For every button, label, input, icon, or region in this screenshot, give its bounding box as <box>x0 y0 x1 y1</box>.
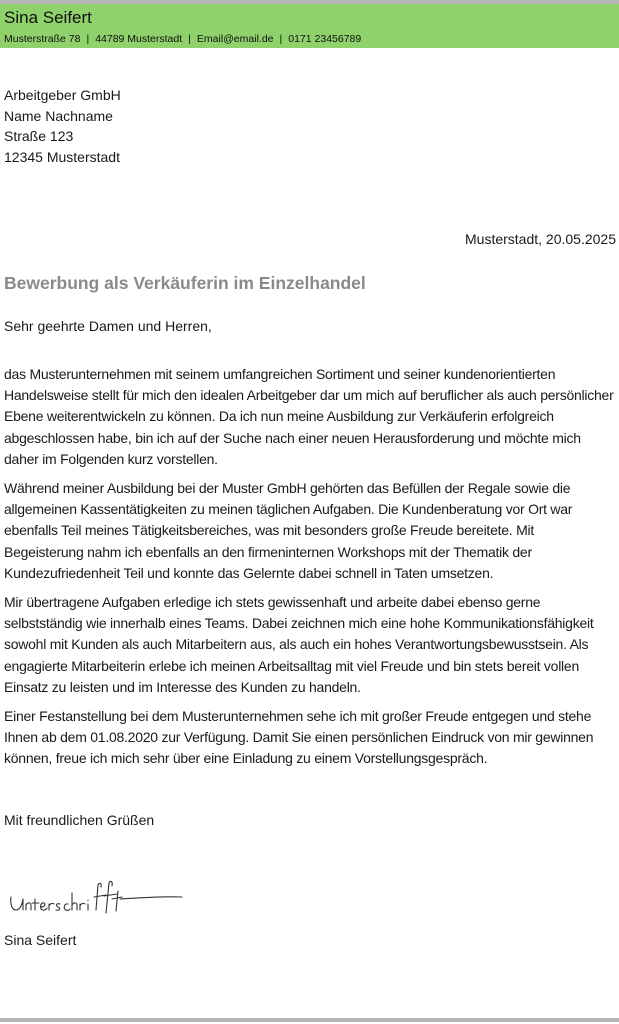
recipient-address <box>4 85 121 167</box>
letter-date: Musterstadt, 20.05.2025 <box>465 231 616 247</box>
letter-subject: Bewerbung als Verkäuferin im Einzelhandel <box>4 273 366 293</box>
sender-contact-line <box>4 33 361 46</box>
recipient-city: 12345 Musterstadt <box>4 148 120 165</box>
body-paragraph: Während meiner Ausbildung bei der Muster GmbH gehörten das Befüllen der Regale sowie die allgemeinen Kassentätigkeiten zu meinen täglichen Aufgaben. Die Kundenberatung vor Ort war ebenfalls Teil meines Tätigkeitsbereiches, was mit besonders große Freude bereitete. Mit Begeisterung nahm ich ebenfalls an den firmeninternen Workshops mit der Thematik der Kundezufriedenheit Teil und konnte das Gelernte dabei schnell in Taten umsetzen. <box>4 480 573 581</box>
separator: | <box>279 33 283 45</box>
sender-name: Sina Seifert <box>4 8 92 27</box>
signer-name: Sina Seifert <box>4 932 77 948</box>
recipient-street: Straße 123 <box>4 128 74 144</box>
body-paragraph: das Musterunternehmen mit seinem umfangreichen Sortiment und seiner kundenorientierten Handelsweise stellt für mich den idealen Arbeitgeber dar um mich auf beruflicher als auch persönlicher Ebene weiterentwickeln zu können. Da ich nun meine Ausbildung zur Verkäuferin erfolgreich abgeschlossen habe, bin ich auf der Suche nach einer neuen Herausforderung und möchte mich daher im Folgenden kurz vorstellen. <box>4 366 614 467</box>
sender-city: 44789 Musterstadt <box>95 33 183 45</box>
handwritten-signature-icon <box>6 877 186 923</box>
recipient-company: Arbeitgeber GmbH <box>4 87 121 103</box>
separator: | <box>86 33 90 45</box>
salutation: Sehr geehrte Damen und Herren, <box>4 318 212 334</box>
letterhead <box>0 4 619 48</box>
letter-body <box>4 364 616 778</box>
sender-street: Musterstraße 78 <box>4 33 81 45</box>
body-paragraph: Einer Festanstellung bei dem Musterunternehmen sehe ich mit großer Freude entgegen und stehe Ihnen ab dem 01.08.2020 zur Verfügung. Damit Sie einen persönlichen Eindruck von mir gewinnen können, freue ich mich sehr über eine Einladung zu einem Vorstellungsgespräch. <box>4 708 594 767</box>
sender-phone: 0171 23456789 <box>288 33 362 45</box>
closing: Mit freundlichen Grüßen <box>4 812 155 828</box>
sender-email: Email@email.de <box>196 33 274 45</box>
bottom-rule <box>0 1018 619 1022</box>
recipient-contact: Name Nachname <box>4 107 113 124</box>
body-paragraph: Mir übertragene Aufgaben erledige ich stets gewissenhaft und arbeite dabei ebenso gerne selbstständig wie innerhalb eines Teams. Dabei zeichnen mich eine hohe Kommunikationsfähigkeit sowohl mit Kunden als auch Mitarbeitern aus, als auch ein hohes Verantwortungsbewusstsein. Als engagierte Mitarbeiterin erlebe ich meinen Arbeitsalltag mit viel Freude und bin stets bereit vollen Einsatz zu leisten und im Interesse des Kunden zu handeln. <box>4 594 594 695</box>
separator: | <box>188 33 191 45</box>
